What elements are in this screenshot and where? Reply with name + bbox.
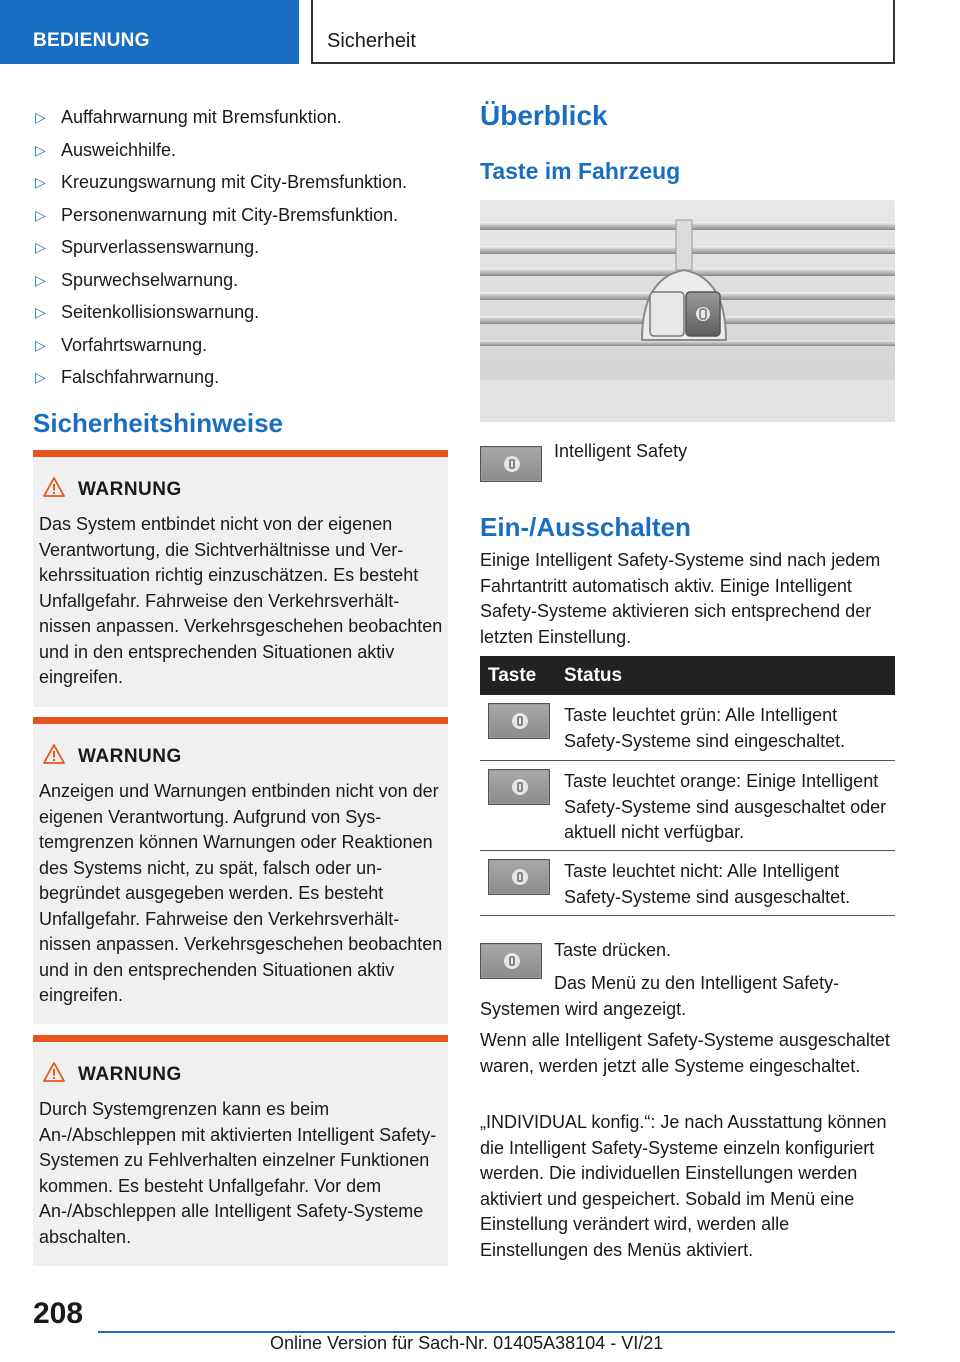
warning-box bbox=[33, 450, 448, 707]
key-label: Intelligent Safety bbox=[554, 441, 688, 461]
warning-title: WARNUNG bbox=[78, 1064, 182, 1085]
column-header-status: Status bbox=[564, 656, 895, 695]
warning-box bbox=[33, 717, 448, 1024]
status-text: Taste leuchtet nicht: Alle Intelligent Safety-Systeme sind ausgeschaltet. bbox=[564, 861, 851, 907]
center-console-illustration bbox=[480, 200, 895, 422]
onoff-intro: Einige Intelligent Safety-Systeme sind nach jedem Fahrtantritt automatisch aktiv. Einige Intelligent Safety-Systeme aktivieren sich entsprechend der letzten Einstellung. bbox=[480, 550, 881, 647]
safety-heading: Sicherheitshinweise bbox=[33, 408, 283, 438]
warning-text: Durch Systemgrenzen kann es beim An-/Abschleppen mit aktivierten Intelligent Safety-Systemen zu Fehlverhalten einzelner Funktionen kommen. Es besteht Unfallgefahr. Vor dem An-/Abschleppen alle Intelligent Safety-Systeme abschalten. bbox=[39, 1099, 437, 1247]
intelligent-safety-key-icon bbox=[488, 703, 550, 739]
step-press-key: Taste drücken. bbox=[554, 940, 672, 960]
column-header-key: Taste bbox=[480, 656, 564, 695]
bullet-triangle-icon: ▷ bbox=[35, 239, 46, 255]
intelligent-safety-key-icon bbox=[480, 446, 542, 482]
paragraph-all-on: Wenn alle Intelligent Safety-Systeme ausgeschaltet waren, werden jetzt alle Systeme eingeschaltet. bbox=[480, 1030, 890, 1076]
table-row bbox=[480, 851, 895, 916]
bullet-triangle-icon: ▷ bbox=[35, 271, 46, 288]
warning-triangle-icon bbox=[43, 744, 65, 764]
warning-title: WARNUNG bbox=[78, 746, 182, 767]
vehicle-key-photo bbox=[480, 200, 895, 422]
bullet-triangle-icon: ▷ bbox=[35, 206, 46, 223]
section-tab bbox=[0, 0, 299, 64]
page-number: 208 bbox=[33, 1297, 84, 1330]
list-item: ▷ Seitenkollisionswarnung. bbox=[33, 299, 448, 332]
list-item: ▷ Falschfahrwarnung. bbox=[33, 364, 448, 397]
list-item: ▷ Vorfahrtswarnung. bbox=[33, 332, 448, 365]
warning-text: Anzeigen und Warnungen entbinden nicht von der eigenen Verantwortung. Aufgrund von Systemgrenzen können Warnungen oder Reaktionen des Systems nicht, zu spät, falsch oder unbegründet ausgegeben werden. Es besteht Unfallgefahr. Fahrweise den Verkehrsverhältnissen anpassen. Verkehrsgeschehen beobachten und in den entsprechenden Situationen aktiv eingreifen. bbox=[39, 781, 443, 1005]
table-row bbox=[480, 761, 895, 851]
assist-function-list bbox=[33, 104, 448, 397]
list-item: ▷ Kreuzungswarnung mit City-Bremsfunktion. bbox=[33, 169, 448, 202]
online-version-note: Online Version für Sach-Nr. 01405A38104 - VI/21 bbox=[270, 1333, 664, 1353]
bullet-triangle-icon: ▷ bbox=[35, 174, 46, 190]
step-menu-shown: Das Menü zu den Intelligent Safety-Systemen wird angezeigt. bbox=[480, 973, 840, 1019]
onoff-heading: Ein-/Ausschalten bbox=[480, 512, 691, 542]
chapter-tab bbox=[311, 0, 895, 64]
list-item: ▷ Personenwarnung mit City-Bremsfunktion. bbox=[33, 202, 448, 235]
status-text: Taste leuchtet grün: Alle Intelligent Safety-Systeme sind eingeschaltet. bbox=[564, 705, 846, 751]
paragraph-individual-config: „INDIVIDUAL konfig.“: Je nach Ausstattung können die Intelligent Safety-Systeme einzeln konfiguriert werden. Die individuellen Einstellungen werden aktiviert und gespeichert. Sobald im Menü eine Einstellung verändert wird, werden alle Einstellungen des Menüs aktiviert. bbox=[480, 1112, 887, 1260]
warning-text: Das System entbindet nicht von der eigenen Verantwortung, die Sichtverhältnisse und Verkehrssituation richtig einzuschätzen. Es besteht Unfallgefahr. Fahrweise den Verkehrsverhältnissen anpassen. Verkehrsgeschehen beobachten und in den entsprechenden Situationen aktiv eingreifen. bbox=[39, 514, 443, 687]
bullet-triangle-icon: ▷ bbox=[35, 304, 46, 320]
status-table bbox=[480, 656, 895, 916]
intelligent-safety-key-icon bbox=[488, 769, 550, 805]
status-text: Taste leuchtet orange: Einige Intelligent Safety-Systeme sind ausgeschaltet oder aktuell nicht verfügbar. bbox=[564, 771, 887, 842]
warning-triangle-icon bbox=[43, 477, 65, 497]
list-item: ▷ Spurwechselwarnung. bbox=[33, 267, 448, 300]
list-item: ▷ Ausweichhilfe. bbox=[33, 137, 448, 170]
table-row bbox=[480, 695, 895, 761]
intelligent-safety-key-icon bbox=[488, 859, 550, 895]
warning-box bbox=[33, 1035, 448, 1266]
section-title: BEDIENUNG bbox=[33, 30, 150, 51]
bullet-triangle-icon: ▷ bbox=[35, 336, 46, 353]
warning-triangle-icon bbox=[43, 1062, 65, 1082]
bullet-triangle-icon: ▷ bbox=[35, 369, 46, 385]
list-item: ▷ Spurverlassenswarnung. bbox=[33, 234, 448, 267]
overview-heading: Überblick bbox=[480, 100, 608, 131]
bullet-triangle-icon: ▷ bbox=[35, 141, 46, 158]
list-item: ▷ Auffahrwarnung mit Bremsfunktion. bbox=[33, 104, 448, 137]
warning-title: WARNUNG bbox=[78, 479, 182, 500]
key-subheading: Taste im Fahrzeug bbox=[480, 158, 681, 184]
chapter-title: Sicherheit bbox=[327, 30, 416, 52]
bullet-triangle-icon: ▷ bbox=[35, 109, 46, 125]
